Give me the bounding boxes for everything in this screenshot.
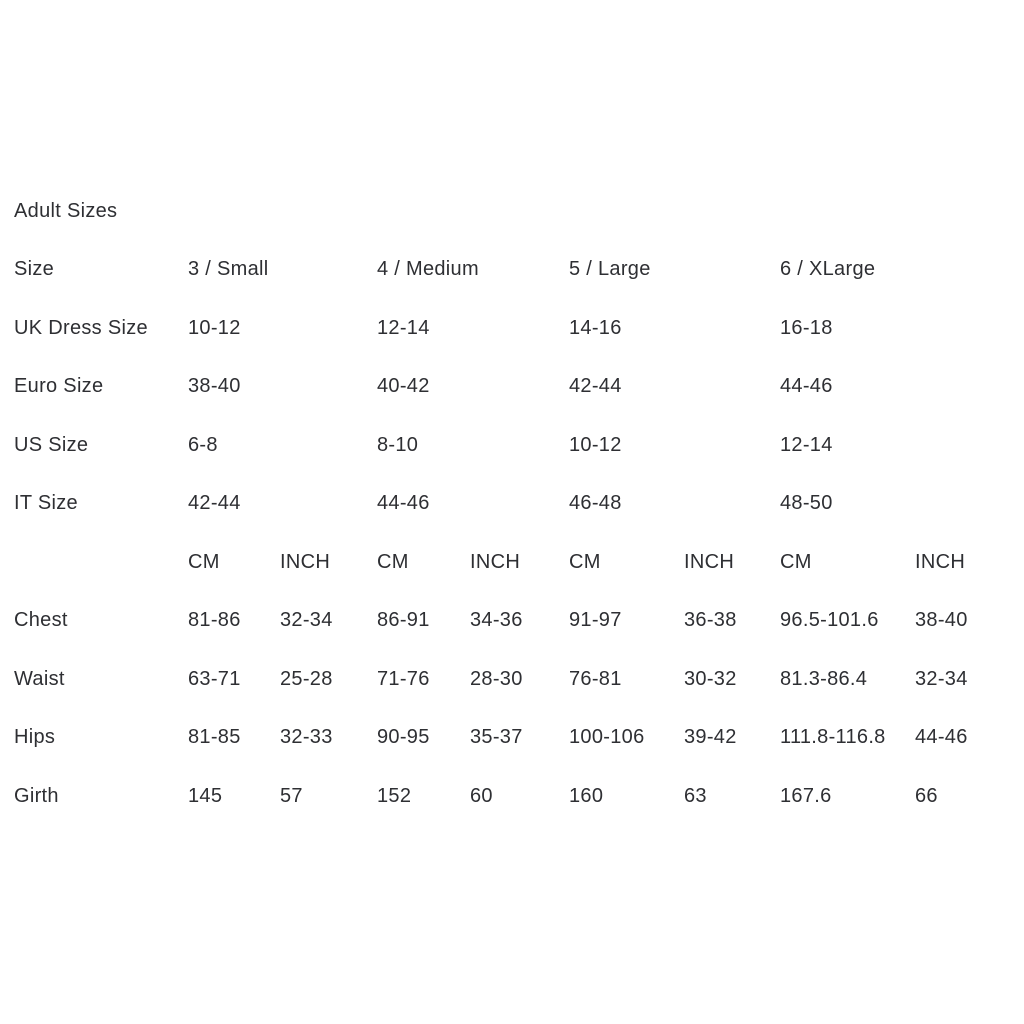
measurement-value: 81-85 xyxy=(188,726,241,749)
measurement-value: 91-97 xyxy=(569,609,622,632)
measurement-value: 81-86 xyxy=(188,609,241,632)
unit-header: INCH xyxy=(915,550,966,573)
measurement-value: 66 xyxy=(915,784,938,807)
measurement-value: 32-33 xyxy=(280,726,333,749)
measurement-value: 96.5-101.6 xyxy=(780,609,879,632)
size-value: 10-12 xyxy=(188,316,241,339)
row-label: UK Dress Size xyxy=(14,316,148,339)
row-label: Chest xyxy=(14,609,68,632)
table-row-euro-size xyxy=(14,358,1024,417)
row-label: Euro Size xyxy=(14,375,104,398)
measurement-value: 34-36 xyxy=(470,609,523,632)
unit-header: CM xyxy=(780,550,812,573)
size-value: 14-16 xyxy=(569,316,622,339)
size-value: 5 / Large xyxy=(569,258,651,281)
size-value: 42-44 xyxy=(569,375,622,398)
measurement-value: 39-42 xyxy=(684,726,737,749)
row-label: Size xyxy=(14,258,55,281)
title-row xyxy=(14,182,1024,241)
size-value: 38-40 xyxy=(188,375,241,398)
table-row-uk-dress-size xyxy=(14,299,1024,358)
table-row-chest xyxy=(14,592,1024,651)
size-value: 44-46 xyxy=(377,492,430,515)
measurement-value: 152 xyxy=(377,784,412,807)
size-value: 8-10 xyxy=(377,433,419,456)
measurement-value: 90-95 xyxy=(377,726,430,749)
measurement-value: 25-28 xyxy=(280,667,333,690)
size-value: 3 / Small xyxy=(188,258,269,281)
measurement-value: 44-46 xyxy=(915,726,968,749)
row-label: Girth xyxy=(14,784,59,807)
size-chart-table xyxy=(14,182,1024,826)
size-value: 46-48 xyxy=(569,492,622,515)
size-value: 4 / Medium xyxy=(377,258,479,281)
size-value: 10-12 xyxy=(569,433,622,456)
row-label: IT Size xyxy=(14,492,78,515)
unit-header: CM xyxy=(569,550,601,573)
measurement-value: 100-106 xyxy=(569,726,645,749)
unit-header: CM xyxy=(188,550,220,573)
size-value: 40-42 xyxy=(377,375,430,398)
row-label: US Size xyxy=(14,433,89,456)
unit-header: INCH xyxy=(470,550,521,573)
measurement-value: 160 xyxy=(569,784,604,807)
size-value: 42-44 xyxy=(188,492,241,515)
table-row-girth xyxy=(14,767,1024,826)
size-value: 6 / XLarge xyxy=(780,258,876,281)
measurement-value: 76-81 xyxy=(569,667,622,690)
measurement-value: 71-76 xyxy=(377,667,430,690)
measurement-value: 28-30 xyxy=(470,667,523,690)
measurement-value: 32-34 xyxy=(280,609,333,632)
measurement-value: 63-71 xyxy=(188,667,241,690)
measurement-value: 60 xyxy=(470,784,493,807)
size-value: 6-8 xyxy=(188,433,218,456)
unit-header: INCH xyxy=(684,550,735,573)
measurement-value: 86-91 xyxy=(377,609,430,632)
unit-header: CM xyxy=(377,550,409,573)
table-row-it-size xyxy=(14,475,1024,534)
size-value: 12-14 xyxy=(377,316,430,339)
measurement-value: 81.3-86.4 xyxy=(780,667,868,690)
size-value: 16-18 xyxy=(780,316,833,339)
size-row xyxy=(14,241,1024,300)
table-row-waist xyxy=(14,650,1024,709)
page-title: Adult Sizes xyxy=(14,199,118,222)
size-value: 48-50 xyxy=(780,492,833,515)
row-label: Hips xyxy=(14,726,56,749)
unit-header: INCH xyxy=(280,550,331,573)
measurement-value: 36-38 xyxy=(684,609,737,632)
measurement-value: 35-37 xyxy=(470,726,523,749)
row-label: Waist xyxy=(14,667,65,690)
measurement-value: 167.6 xyxy=(780,784,832,807)
table-row-hips xyxy=(14,709,1024,768)
table-row-us-size xyxy=(14,416,1024,475)
measurement-value: 145 xyxy=(188,784,223,807)
measurement-value: 57 xyxy=(280,784,303,807)
measurement-value: 111.8-116.8 xyxy=(780,726,886,749)
measurement-value: 32-34 xyxy=(915,667,968,690)
size-value: 44-46 xyxy=(780,375,833,398)
measurement-value: 38-40 xyxy=(915,609,968,632)
measurement-value: 63 xyxy=(684,784,707,807)
unit-header-row xyxy=(14,533,1024,592)
size-value: 12-14 xyxy=(780,433,833,456)
measurement-value: 30-32 xyxy=(684,667,737,690)
